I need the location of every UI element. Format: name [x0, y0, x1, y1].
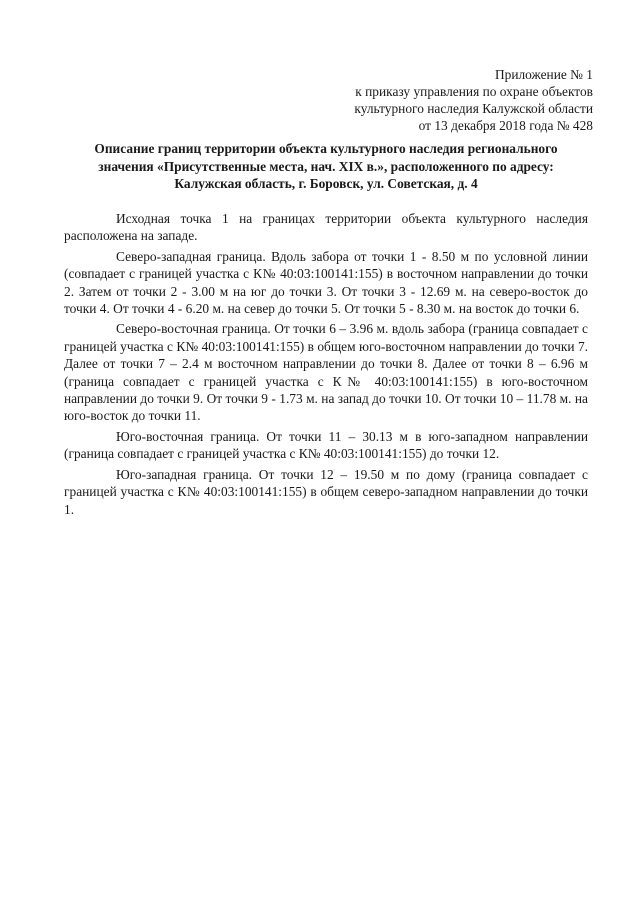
order-date-line: от 13 декабря 2018 года № 428 — [418, 118, 593, 133]
title-line-1: Описание границ территории объекта культурного наследия регионального — [94, 141, 558, 156]
title-line-2: значения «Присутственные места, нач. XIX в.», расположенного по адресу: — [98, 158, 554, 174]
paragraph-northwest-boundary: Северо-западная граница. Вдоль забора от точки 1 - 8.50 м по условной линии (совпадает с границей участка с К№ 40:03:100141:155) в восточном направлении до точки 2. Затем от точки 2 - 3.00 м на юг до точки 3. От точки 3 - 12.69 м. на северо-восток до точки 4. От точки 4 - 6.20 м. на север до точки 5. От точки 5 - 8.30 м. на восток до точки 6. — [64, 248, 588, 317]
document-body — [64, 210, 588, 521]
attachment-number: Приложение № 1 — [494, 67, 593, 82]
document-title — [70, 140, 582, 193]
order-reference-line: к приказу управления по охране объектов — [355, 84, 593, 99]
paragraph-southwest-boundary: Юго-западная граница. От точки 12 – 19.50 м по дому (граница совпадает с границей участка с К№ 40:03:100141:155) в общем северо-западном направлении до точки 1. — [64, 466, 588, 517]
attachment-header — [354, 66, 593, 134]
authority-name-line: культурного наследия Калужской области — [354, 101, 593, 116]
paragraph-start-point: Исходная точка 1 на границах территории объекта культурного наследия расположена на западе. — [64, 211, 588, 244]
paragraph-northeast-boundary: Северо-восточная граница. От точки 6 – 3.96 м. вдоль забора (граница совпадает с границей участка с К№ 40:03:100141:155) в общем юго-восточном направлении до точки 7. Далее от точки 7 – 2.4 м восточном направлении до точки 8. Далее от точки 8 – 6.96 м (граница совпадает с границей участка с К№ 40:03:100141:155) в юго-восточном направлении до точки 9. От точки 9 - 1.73 м. на запад до точки 10. От точки 10 – 11.78 м. на юго-восток до точки 11. — [64, 321, 588, 424]
paragraph-southeast-boundary: Юго-восточная граница. От точки 11 – 30.13 м в юго-западном направлении (граница совпадает с границей участка с К№ 40:03:100141:155) до точки 12. — [64, 428, 588, 462]
title-line-3: Калужская область, г. Боровск, ул. Советская, д. 4 — [174, 176, 478, 191]
